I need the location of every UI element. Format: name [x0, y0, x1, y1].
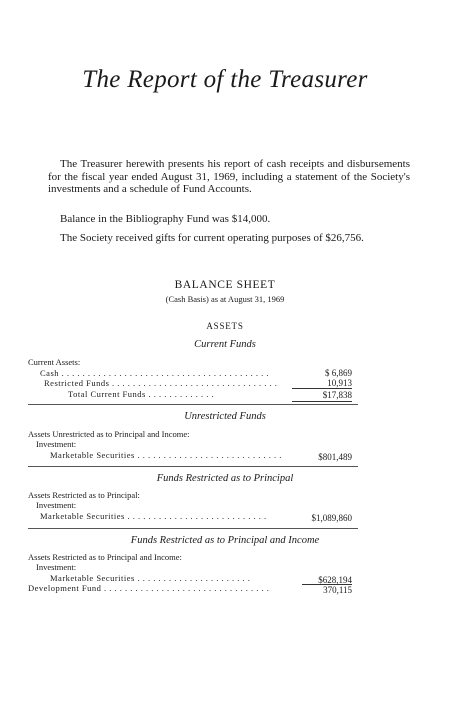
unrestricted-investment-label: Investment:	[36, 439, 77, 449]
intro-paragraph: The Treasurer herewith presents his report of cash receipts and disbursements for the fiscal year ended August 31, 1969, including a statement of the Society's investments and a schedule of Fund Accounts.	[48, 158, 410, 195]
unrestricted-securities-value: $801,489	[318, 452, 352, 462]
balance-sheet-title: BALANCE SHEET	[174, 279, 276, 291]
restricted-principal-income-heading: Funds Restricted as to Principal and Income	[130, 535, 320, 546]
section-divider	[28, 404, 358, 405]
cash-label: Cash . . . . . . . . . . . . . . . . . . . . . . . . . . . . . . . . . . . . . . . .	[40, 368, 269, 378]
section-divider	[28, 466, 358, 467]
gifts-paragraph: The Society received gifts for current operating purposes of $26,756.	[60, 232, 364, 244]
restricted-principal-heading: Funds Restricted as to Principal	[156, 473, 294, 484]
total-rule	[292, 401, 352, 402]
restricted-pi-securities-value: $628,194	[318, 575, 352, 585]
restricted-pi-assets-label: Assets Restricted as to Principal and Income:	[28, 552, 182, 562]
development-fund-value: 370,115	[323, 585, 352, 595]
restricted-principal-assets-label: Assets Restricted as to Principal:	[28, 490, 140, 500]
unrestricted-assets-label: Assets Unrestricted as to Principal and Income:	[28, 429, 190, 439]
section-divider	[28, 528, 358, 529]
development-fund-label: Development Fund . . . . . . . . . . . . . . . . . . . . . . . . . . . . . . . .	[28, 583, 270, 593]
restricted-pi-investment-label: Investment:	[36, 562, 77, 572]
restricted-funds-value: 10,913	[327, 378, 352, 388]
cash-value: $ 6,869	[325, 368, 352, 378]
unrestricted-funds-heading: Unrestricted Funds	[184, 411, 266, 422]
bibliography-fund-paragraph: Balance in the Bibliography Fund was $14,000.	[60, 213, 271, 225]
restricted-principal-securities-value: $1,089,860	[311, 513, 352, 523]
restricted-principal-investment-label: Investment:	[36, 500, 77, 510]
assets-heading: ASSETS	[206, 321, 244, 331]
total-current-funds-label: Total Current Funds . . . . . . . . . . . . .	[68, 389, 215, 399]
current-assets-label: Current Assets:	[28, 357, 81, 367]
page-title: The Report of the Treasurer	[82, 66, 368, 93]
restricted-funds-label: Restricted Funds . . . . . . . . . . . . . . . . . . . . . . . . . . . . . . . .	[44, 378, 278, 388]
balance-sheet-subtitle: (Cash Basis) as at August 31, 1969	[165, 294, 285, 304]
unrestricted-securities-label: Marketable Securities . . . . . . . . . . . . . . . . . . . . . . . . . . . .	[50, 450, 282, 460]
restricted-pi-securities-label: Marketable Securities . . . . . . . . . . . . . . . . . . . . . .	[50, 573, 251, 583]
current-funds-heading: Current Funds	[194, 339, 256, 350]
total-current-funds-value: $17,838	[322, 390, 352, 400]
subtotal-rule	[292, 388, 352, 389]
development-rule	[302, 584, 352, 585]
restricted-principal-securities-label: Marketable Securities . . . . . . . . . . . . . . . . . . . . . . . . . . .	[40, 511, 267, 521]
